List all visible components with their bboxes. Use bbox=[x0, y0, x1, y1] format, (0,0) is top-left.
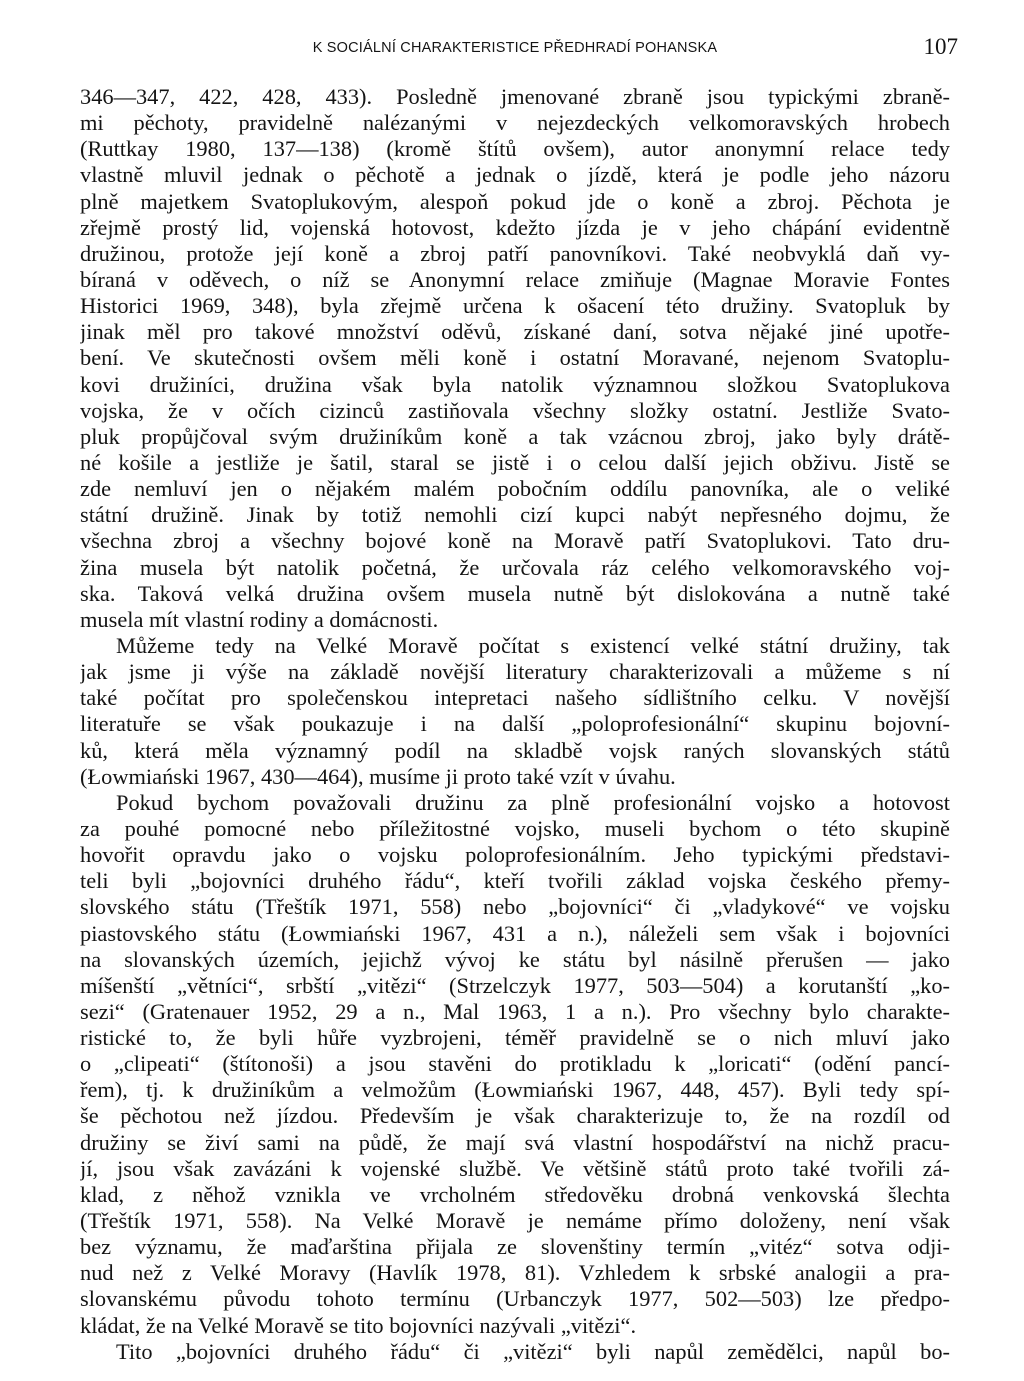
text-line: bení. Ve skutečnosti ovšem měli koně i ostatní Moravané, nejenom Svatoplu- bbox=[80, 345, 950, 371]
text-line: slovanskému původu tohoto termínu (Urbanczyk 1977, 502—503) lze předpo- bbox=[80, 1286, 950, 1312]
text-line: nud než z Velké Moravy (Havlík 1978, 81). Vzhledem k srbské analogii a pra- bbox=[80, 1260, 950, 1286]
text-line: piastovského státu (Łowmiański 1967, 431 a n.), náleželi sem však i bojovníci bbox=[80, 920, 950, 946]
text-line: vlastně mluvil jednak o pěchotě a jednak o jízdě, která je podle jeho názoru bbox=[80, 162, 950, 188]
text-line: sezi“ (Gratenauer 1952, 29 a n., Mal 1963, 1 a n.). Pro všechny bylo charakte- bbox=[80, 998, 950, 1024]
text-line: jak jsme ji výše na základě novější literatury charakterizovali a můžeme s ní bbox=[80, 659, 950, 685]
text-line: Pokud bychom považovali družinu za plně profesionální vojsko a hotovost bbox=[116, 789, 950, 815]
text-line: státní družině. Jinak by totiž nemohli cizí kupci nabýt nepřesného dojmu, že bbox=[80, 502, 950, 528]
text-line: literatuře se však poukazuje i na další „poloprofesionální“ skupinu bojovní- bbox=[80, 711, 950, 737]
text-line: všechna zbroj a všechny bojové koně na Moravě patří Svatoplukovi. Tato dru- bbox=[80, 528, 950, 554]
text-line: mi pěchoty, pravidelně nalézanými v nejezdeckých velkomoravských hrobech bbox=[80, 110, 950, 136]
text-line: na slovanských územích, jejichž vývoj ke státu byl násilně přerušen — jako bbox=[80, 946, 950, 972]
text-line: 346—347, 422, 428, 433). Posledně jmenované zbraně jsou typickými zbraně- bbox=[80, 84, 950, 109]
text-line: Tito „bojovníci druhého řádu“ či „vitězi“ byli napůl zemědělci, napůl bo- bbox=[116, 1338, 950, 1364]
text-line: míšenští „větníci“, srbští „vitězi“ (Strzelczyk 1977, 503—504) a korutanští „ko- bbox=[80, 972, 950, 998]
text-line: bíraná v oděvech, o níž se Anonymní relace zmiňuje (Magnae Moravie Fontes bbox=[80, 266, 950, 292]
text-line: družiny se živí sami na půdě, že mají svá vlastní hospodářství na nichž pracu- bbox=[80, 1129, 950, 1155]
text-line: o „clipeati“ (štítonoši) a jsou stavěni do protikladu k „loricati“ (odění pancí- bbox=[80, 1051, 950, 1077]
text-line: také počítat pro společenskou intepretaci našeho sídlištního celku. V novější bbox=[80, 685, 950, 711]
text-line: družinou, protože její koně a zbroj patří panovníkovi. Také neobvyklá daň vy- bbox=[80, 240, 950, 266]
text-line: klad, z něhož vznikla ve vrcholném středověku drobná venkovská šlechta bbox=[80, 1181, 950, 1207]
text-line: hovořit opravdu jako o vojsku poloprofesionálním. Jeho typickými představi- bbox=[80, 842, 950, 868]
text-line: zde nemluví jen o nějakém malém pobočním oddílu panovníka, ale o veliké bbox=[80, 476, 950, 502]
text-line: teli byli „bojovníci druhého řádu“, kteří tvořili základ vojska českého přemy- bbox=[80, 868, 950, 894]
text-line: jinak měl pro takové množství oděvů, získané daní, sotva nějaké jiné upotře- bbox=[80, 319, 950, 345]
text-line: (Łowmiański 1967, 430—464), musíme ji proto také vzít v úvahu. bbox=[80, 763, 676, 789]
text-line: né košile a jestliže je šatil, staral se jistě i o celou další jejich obživu. Jistě se bbox=[80, 449, 950, 475]
text-line: (Třeštík 1971, 558). Na Velké Moravě je nemáme přímo doloženy, není však bbox=[80, 1208, 950, 1234]
text-line: jí, jsou však zavázáni k vojenské službě. Ve většině států proto také tvořili zá- bbox=[80, 1155, 950, 1181]
text-line: kládat, že na Velké Moravě se tito bojovníci nazývali „vitězi“. bbox=[80, 1312, 637, 1338]
text-line: plně majetkem Svatoplukovým, alespoň pokud jde o koně a zbroj. Pěchota je bbox=[80, 188, 950, 214]
text-line: kovi družiníci, družina však byla natolik významnou složkou Svatoplukova bbox=[80, 371, 950, 397]
text-line: Historici 1969, 348), byla zřejmě určena k ošacení této družiny. Svatopluk by bbox=[80, 293, 950, 319]
text-line: řem), tj. k družiníkům a velmožům (Łowmiański 1967, 448, 457). Byli tedy spí- bbox=[80, 1077, 950, 1103]
running-header-title: K SOCIÁLNÍ CHARAKTERISTICE PŘEDHRADÍ POHANSKA bbox=[312, 40, 718, 56]
text-line: pluk propůjčoval svým družiníkům koně a tak vzácnou zbroj, jako byly drátě- bbox=[80, 423, 950, 449]
book-page bbox=[80, 34, 958, 1365]
text-line: musela mít vlastní rodiny a domácnosti. bbox=[80, 606, 439, 632]
text-line: vojska, že v očích cizinců zastiňovala všechny složky ostatní. Jestliže Svato- bbox=[80, 397, 950, 423]
text-line: (Ruttkay 1980, 137—138) (kromě štítů ovšem), autor anonymní relace tedy bbox=[80, 136, 950, 162]
text-line: ristické to, že byli hůře vyzbrojeni, téměř pravidelně se o nich mluví jako bbox=[80, 1025, 950, 1051]
page-number: 107 bbox=[923, 34, 958, 59]
text-line: ků, která měla významný podíl na skladbě vojsk raných slovanských států bbox=[80, 737, 950, 763]
text-line: žina musela být natolik početná, že určovala ráz celého velkomoravského voj- bbox=[80, 554, 950, 580]
text-line: slovského státu (Třeštík 1971, 558) nebo „bojovníci“ či „vladykové“ ve vojsku bbox=[80, 894, 950, 920]
text-line: zřejmě prostý lid, vojenská hotovost, kdežto jízda je v jeho chápání evidentně bbox=[80, 214, 950, 240]
text-line: za pouhé pomocné nebo příležitostné vojsko, museli bychom o této skupině bbox=[80, 815, 950, 841]
body-text bbox=[80, 84, 950, 1365]
running-header bbox=[80, 34, 958, 74]
text-line: še pěchotou než jízdou. Především je však charakterizuje to, že na rozdíl od bbox=[80, 1103, 950, 1129]
text-line: bez významu, že maďarština přijala ze slovenštiny termín „vitéz“ sotva odji- bbox=[80, 1234, 950, 1260]
text-line: ska. Taková velká družina ovšem musela nutně být dislokována a nutně také bbox=[80, 580, 950, 606]
text-line: Můžeme tedy na Velké Moravě počítat s existencí velké státní družiny, tak bbox=[116, 632, 950, 658]
